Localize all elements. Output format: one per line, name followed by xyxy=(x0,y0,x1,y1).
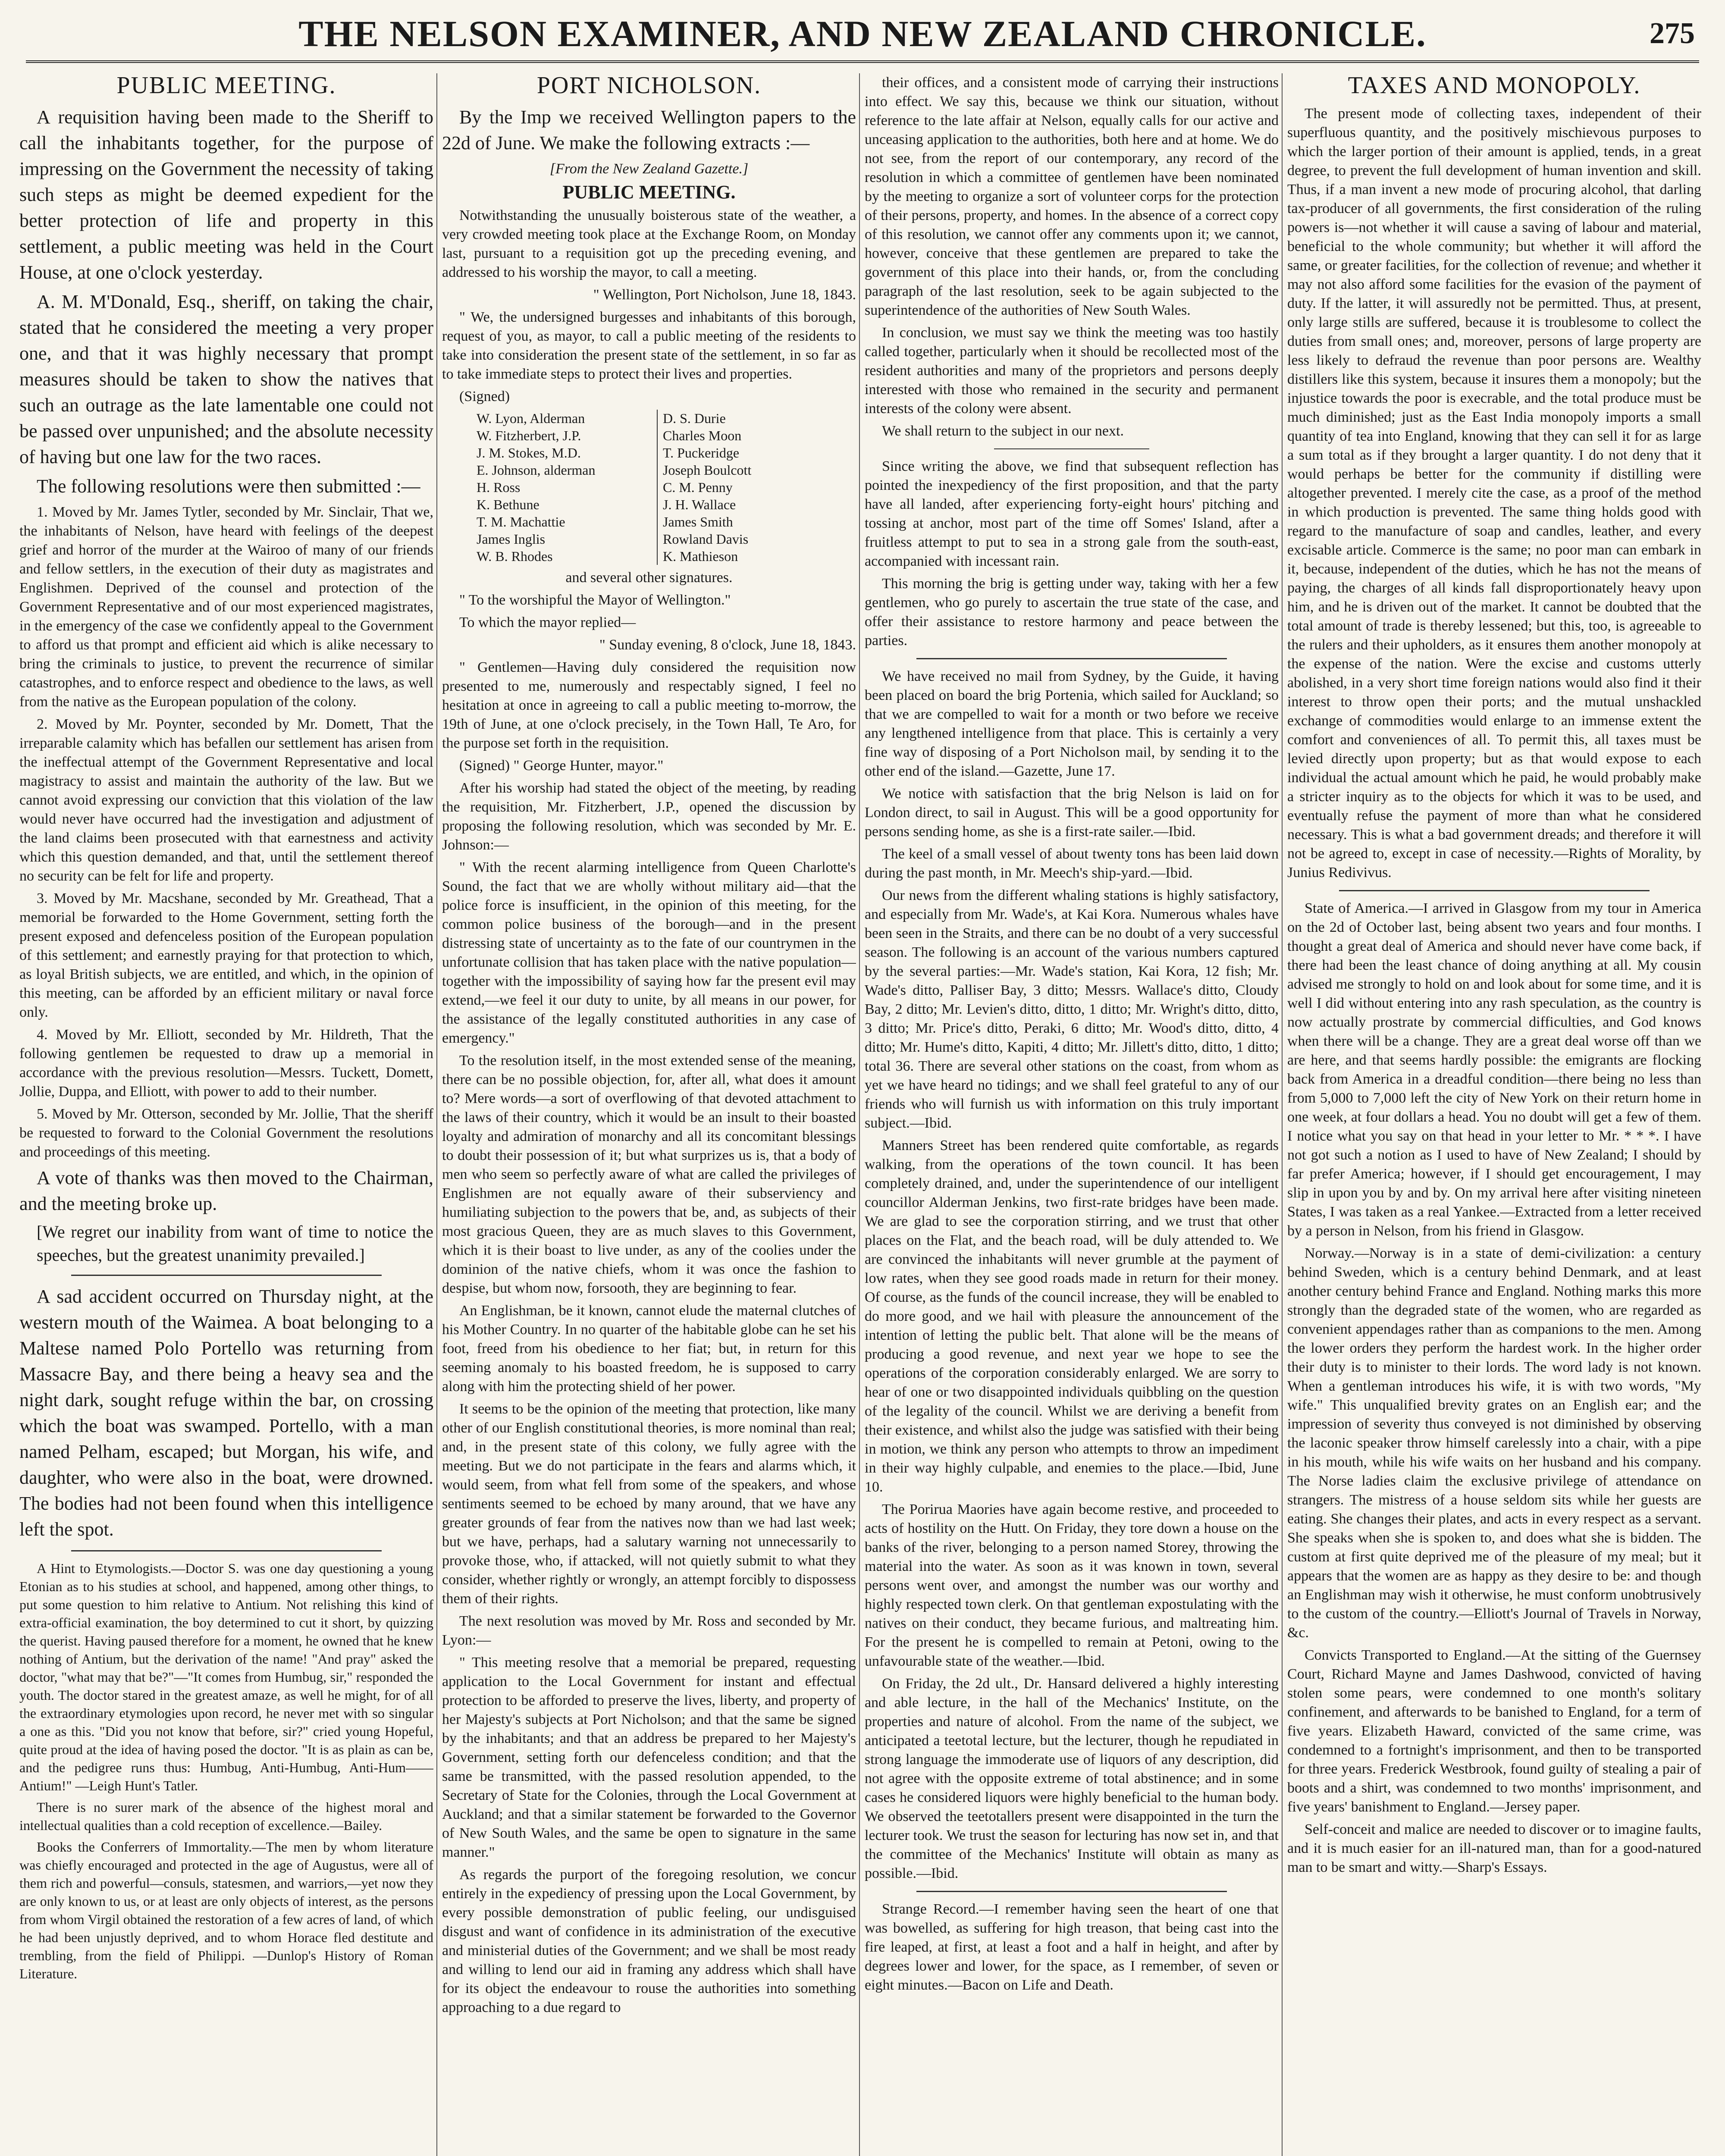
signers-left xyxy=(477,410,658,565)
signer-name: Rowland Davis xyxy=(663,531,749,547)
paragraph: A vote of thanks was then moved to the Chairman, and the meeting broke up. xyxy=(19,1167,433,1214)
paragraph: Notwithstanding the unusually boisterous state of the weather, a very crowded meeting took place at the Exchange Room, on Monday last, pursuant to a requisition got up the preceding evening, and addressed to his worship the mayor, to call a meeting. xyxy=(442,207,856,280)
paragraph: In conclusion, we must say we think the meeting was too hastily called together, particularly when it should be recollected most of the resident authorities and many of the proprietors and persons deeply interested with those who remained in the security and permanent interests of the colony were absent. xyxy=(865,325,1279,417)
signer-name: J. M. Stokes, M.D. xyxy=(477,445,581,461)
article-heading-public-meeting: PUBLIC MEETING. xyxy=(116,73,336,99)
column-1 xyxy=(19,73,433,2156)
paragraph: We have received no mail from Sydney, by the Guide, it having been placed on board the brig Portenia, which sailed for Auckland; so that we are compelled to wait for a month or two before we receive any lengthened intelligence from that place. This is certainly a very fine way of disposing of a Port Nicholson mail, by sending it to the other end of the island.—Gazette, June 17. xyxy=(865,668,1279,779)
signer-name: T. M. Machattie xyxy=(477,514,565,530)
paragraph: It seems to be the opinion of the meeting that protection, like many other of our English constitutional theories, is more nominal than real; and, in the present state of this colony, we fully agree with the meeting. But we do not participate in the fears and alarms which, it would seem, from what fell from some of the speakers, and whose sentiments seemed to be echoed by many around, that we have any greater grounds of fear from the natives now than we had last week; but we have, perhaps, had a salutary warning not unnecessarily to provoke those, who, if attacked, will not quietly submit to what they consider, whether rightly or wrongly, an attempt forcibly to dispossess them of their rights. xyxy=(442,1401,856,1607)
article-self-conceit: Self-conceit and malice are needed to discover or to imagine faults, and it is much easier for an ill-natured man, than for a good-natured man to be smart and witty.—Sharp's Essays. xyxy=(1287,1821,1701,1875)
signer-name: C. M. Penny xyxy=(663,479,733,495)
article-intro xyxy=(19,104,433,499)
divider xyxy=(71,1275,382,1276)
signer-name: W. Fitzherbert, J.P. xyxy=(477,428,581,443)
column-rule xyxy=(1282,73,1283,2156)
paragraph: Our news from the different whaling stations is highly satisfactory, and especially from Mr. Wade's, at Kai Kora. Numerous whales have been seen in the Straits, and there can be no doubt of a very successful season. The following is an account of the various numbers captured by the several parties:—Mr. Wade's station, Kai Kora, 12 fish; Mr. Wade's ditto, Palliser Bay, 3 ditto; Messrs. Wallace's ditto, Cloudy Bay, 2 ditto; Mr. Levien's ditto, ditto, 1 ditto; Mr. Wright's ditto, ditto, 3 ditto; Mr. Price's ditto, Peraki, 6 ditto; Mr. Wood's ditto, ditto, 4 ditto; Mr. Hume's ditto, Kapiti, 4 ditto; Mr. Jillett's ditto, ditto, 1 ditto; total 36. There are several other stations on the coast, from whom as yet we have heard no tidings; and we shall feel grateful to any of our friends who will furnish us with information on this truly important subject.—Ibid. xyxy=(865,887,1279,1131)
page-number: 275 xyxy=(1650,17,1695,50)
article-heading-port-nicholson: PORT NICHOLSON. xyxy=(536,73,762,99)
signers-table xyxy=(477,410,839,565)
paragraph: The next resolution was moved by Mr. Ross and seconded by Mr. Lyon:— xyxy=(442,1613,856,1648)
paragraph: The following resolutions were then submitted :— xyxy=(37,476,420,497)
resolution-2: 2. Moved by Mr. Poynter, seconded by Mr. Domett, That the irreparable calamity which has befallen our settlement has arisen from the ineffectual attempt of the Government Representative and local magistracy to assist and maintain the authority of the law. But we cannot avoid expressing our conviction that this violation of the law would never have occurred had the investigation and adjustment of the land claims been prosecuted with that earnestness and activity which this question demanded, and that, until the settlement thereof no security can be felt for life and property. xyxy=(19,716,433,884)
source-line: [From the New Zealand Gazette.] xyxy=(549,161,749,177)
editor-note: [We regret our inability from want of time to notice the speeches, but the greatest unanimity prevailed.] xyxy=(37,1222,433,1265)
column-3 xyxy=(865,73,1279,2156)
paragraph: A requisition having been made to the Sheriff to call the inhabitants together, for the purpose of impressing on the Government the necessity of taking such steps as might be deemed expedient for the better protection of life and property in this settlement, a public meeting was held in the Court House, at one o'clock yesterday. xyxy=(19,107,433,283)
resolution-5: 5. Moved by Mr. Otterson, seconded by Mr. Jollie, That the sheriff be requested to forward to the Colonial Government the resolutions and proceedings of this meeting. xyxy=(19,1106,433,1160)
dateline: " Wellington, Port Nicholson, June 18, 1843. xyxy=(593,287,856,303)
paragraph: " This meeting resolve that a memorial be prepared, requesting application to the Local Government for instant and effectual protection to be afforded to preserve the lives, liberty, and property of her Majesty's subjects at Port Nicholson; and that the same be signed by the inhabitants; and that an address be prepared to her Majesty's Government, setting forth our defenceless condition; and that the same be transmitted, with the passed resolution appended, to the Secretary of State for the Colonies, through the Local Government at Auckland; and that a similar statement be forwarded to the Governor of New South Wales, and the same be open to signature in the same manner." xyxy=(442,1655,856,1860)
paragraph: The Porirua Maories have again become restive, and proceeded to acts of hostility on the Hutt. On Friday, they tore down a house on the banks of the river, belonging to a person named Storey, throwing the material into the water. As soon as it was known in town, several persons went over, and amongst the number was our worthy and highly respected town clerk. On that gentleman expostulating with the natives on their conduct, they became furious, and maltreating him. For the present he is compelled to remain at Petoni, owing to the unfavourable state of the weather.—Ibid. xyxy=(865,1501,1279,1669)
paragraph: As regards the purport of the foregoing resolution, we concur entirely in the expediency of pressing upon the Local Government, by every possible demonstration of public feeling, our undisguised disgust and want of confidence in its administration of the executive and ministerial duties of the Government; and we shall be most ready and willing to lend our aid in framing any address which shall have for its object the endeavour to rouse the authorities into something approaching to a due regard to xyxy=(442,1867,856,2015)
signer-name: H. Ross xyxy=(477,479,521,495)
paragraph: To the resolution itself, in the most extended sense of the meaning, there can be no possible objection, for, after all, what does it amount to? Mere words—a sort of overflowing of that devoted attachment to the laws of their country, which it would be an insult to their boasted loyalty and admiration of monarchy and all its concomitant blessings to doubt their possession of it; but what surprizes us is, that a body of men who seem so perfectly aware of what are called the privileges of Englishmen are not equally aware of their subserviency and humiliating subjection to the powers that be, and, as subjects of their most gracious Queen, they are as much slaves to this Government, which it is their boast to live under, as any of the coolies under the dominion of the native chiefs, whom it was once the fashion to despise, but whom now, forsooth, they are beginning to fear. xyxy=(442,1053,856,1296)
divider xyxy=(71,1550,382,1551)
paragraph: This morning the brig is getting under way, taking with her a few gentlemen, who go purely to ascertain the true state of the case, and offer their assistance to restore harmony and peace between the parties. xyxy=(865,576,1279,649)
resolution-3: 3. Moved by Mr. Macshane, seconded by Mr. Greathead, That a memorial be forwarded to the Home Government, setting forth the present exposed and defenceless position of the European population of this settlement; and earnestly praying for that protection to which, as loyal British subjects, we are entitled, and which, in the opinion of this meeting, can be afforded by an efficient military or naval force only. xyxy=(19,890,433,1020)
signer-name: James Smith xyxy=(663,514,733,530)
paragraph: We notice with satisfaction that the brig Nelson is laid on for London direct, to sail in August. This will be a good opportunity for persons sending home, as she is a first-rate sailer.—Ibid. xyxy=(865,786,1279,840)
newspaper-title: THE NELSON EXAMINER, AND NEW ZEALAND CHRONICLE. xyxy=(298,13,1427,54)
signed-mayor: (Signed) " George Hunter, mayor." xyxy=(459,758,664,774)
signer-name: W. Lyon, Alderman xyxy=(477,411,585,426)
paragraph: We shall return to the subject in our next. xyxy=(882,423,1124,439)
article-books: Books the Conferrers of Immortality.—The men by whom literature was chiefly encouraged and protected in the age of Augustus, were all of them rich and powerful—consuls, statesmen, and warriors,—yet now they are only known to us, or at least are only objects of interest, as the persons from whom Virgil obtained the restoration of a few acres of land, of which he had been unjustly deprived, and to whom Horace fled destitute and trembling, from the field of Philippi. —Dunlop's History of Roman Literature. xyxy=(19,1839,433,1981)
article-strange-record: Strange Record.—I remember having seen the heart of one that was bowelled, as suffering for high treason, that being cast into the fire leaped, at first, at least a foot and a half in height, and after by degrees lower and lower, for the space, as I remember, of seven or eight minutes.—Bacon on Life and Death. xyxy=(865,1901,1279,1993)
other-signatures: and several other signatures. xyxy=(565,570,733,586)
paragraph: To which the mayor replied— xyxy=(459,614,636,630)
article-quote: There is no surer mark of the absence of the highest moral and intellectual qualities than a cold reception of excellence.—Bailey. xyxy=(19,1799,433,1833)
paragraph: their offices, and a consistent mode of carrying their instructions into effect. We say this, because we think our situation, without reference to the late affair at Nelson, equally calls for our active and unceasing application to the authorities, both here and at home. We do not see, from the report of our contemporary, any record of the resolution in which a committee of gentlemen have been nominated by the meeting to organize a sort of volunteer corps for the protection of their persons, property, and homes. In the absence of a correct copy of this resolution, we cannot offer any comments upon it; we cannot, however, conceive that these gentlemen are prepared to take the government of this place into their hands, or, from the concluding paragraph of the last resolution, seek to be again subjected to the superintendence of the authorities of New South Wales. xyxy=(865,75,1279,318)
paragraph: An Englishman, be it known, cannot elude the maternal clutches of his Mother Country. In no quarter of the habitable globe can he set his foot, freed from his obedience to her fiat; but, in return for this seeming anomaly to his boasted freedom, he is supposed to carry along with him the protecting shield of her power. xyxy=(442,1303,856,1395)
column-rule xyxy=(436,73,437,2156)
article-norway: Norway.—Norway is in a state of demi-civilization: a century behind Sweden, which is a century behind Denmark, and at least another century behind France and England. Nothing marks this more strongly than the degraded state of the women, who are regarded as convenient appendages rather than as companions to the men. Among the lower orders they perform the hardest work. In the higher order their duty is to minister to their lords. The word lady is not known. When a gentleman introduces his wife, it is with two words, "My wife." This unqualified brevity grates on an English ear; and the impression of severity thus conveyed is not diminished by observing the laconic speaker throw himself carelessly into a chair, with a pipe in his mouth, while his wife waits on her husband and his company. The Norse ladies claim the exclusive privilege of attendance on strangers. The mistress of a house seldom sits while her guests are eating. She changes their plates, and acts in every respect as a servant. She speaks when she is spoken to, and does what she is bidden. The custom at first quite deprived me of the pleasure of my meal; but it appears that the women are as happy as they desire to be: and though an Englishman may wish it otherwise, he must conform unobtrusively to the custom of the country.—Elliott's Journal of Travels in Norway, &c. xyxy=(1287,1245,1701,1641)
dateline: " Sunday evening, 8 o'clock, June 18, 1843. xyxy=(599,637,856,653)
column-4 xyxy=(1287,73,1701,2156)
paragraph: The keel of a small vessel of about twenty tons has been laid down during the past month, in Mr. Meech's ship-yard.—Ibid. xyxy=(865,846,1279,881)
signer-name: Charles Moon xyxy=(663,428,742,443)
paragraph: A. M. M'Donald, Esq., sheriff, on taking the chair, stated that he considered the meeting a very proper one, and that it was highly necessary that prompt measures should be taken to show the natives that such an outrage as the late lamentable one could not be passed over unpunished; and the absolute necessity of having but one law for the two races. xyxy=(19,291,433,467)
subheading-public-meeting: PUBLIC MEETING. xyxy=(562,182,736,203)
paragraph: On Friday, the 2d ult., Dr. Hansard delivered a highly interesting and able lecture, in the hall of the Mechanics' Institute, on the properties and nature of alcohol. From the name of the subject, we anticipated a teetotal lecture, but the lecturer, though he repudiated in strong language the immoderate use of liquors of any description, did not agree with the opposite extreme of total abstinence; and in some cases he considered liquors were highly beneficial to the human body. We observed the teetotallers present were disappointed in the turn the lecturer took. We trust the season for lecturing has now set in, and that the committee of the Mechanics' Institute will obtain as many as possible.—Ibid. xyxy=(865,1676,1279,1881)
masthead xyxy=(26,9,1699,63)
paragraph: " With the recent alarming intelligence from Queen Charlotte's Sound, the fact that we are wholly without military aid—that the police force is insufficient, in the opinion of this meeting, for the common police business of the borough—and in the present distressing state of uncertainty as to the fate of our countrymen in the unfortunate collision that has taken place with the native population—together with the impossibility of saying how far the present evil may extend,—we feel it our duty to unite, by all means in our power, for the assistance of the legally constituted authorities in any case of emergency." xyxy=(442,859,856,1046)
signed-label: (Signed) xyxy=(459,389,510,404)
article-heading-taxes: TAXES AND MONOPOLY. xyxy=(1348,73,1641,99)
signer-name: J. H. Wallace xyxy=(663,497,736,512)
column-rule xyxy=(859,73,860,2156)
signer-name: E. Johnson, alderman xyxy=(477,462,596,478)
signer-name: Joseph Boulcott xyxy=(663,462,752,478)
article-america: State of America.—I arrived in Glasgow from my tour in America on the 2d of October last, being absent two years and four months. I thought a great deal of America and should never have come back, if there had been the least chance of doing anything at all. My cousin advised me strongly to hold on and look about for some time, and it is well I did without entering into any rash speculation, as the country is now actually prostrate by commercial difficulties, and God knows when there will be a change. They are a great deal worse off than we are here, and that seems hardly possible: the emigrants are flocking back from America in a dreadful condition—there being no less than from 5,000 to 7,000 left the city of New York on their return home in one week, at four dollars a head. You no doubt will get a few of them. I notice what you say on that head in your letter to Mr. * * *. I have not got such a notion as I used to have of New Zealand; I should by far prefer America; however, if I should get encouragement, I may slip in upon you by and by. On my arrival here after visiting nineteen States, I was taken as a real Yankee.—Extracted from a letter received by a person in Nelson, from his friend in Glasgow. xyxy=(1287,900,1701,1239)
column-2 xyxy=(442,73,856,2156)
paragraph: " Gentlemen—Having duly considered the requisition now presented to me, numerously and respectably signed, I feel no hesitation at once in agreeing to call a public meeting to-morrow, the 19th of June, at one o'clock precisely, in the Town Hall, Te Aro, for the purpose set forth in the requisition. xyxy=(442,659,856,751)
paragraph: By the Imp we received Wellington papers to the 22d of June. We make the following extracts :— xyxy=(442,107,856,154)
resolution-1: 1. Moved by Mr. James Tytler, seconded by Mr. Sinclair, That we, the inhabitants of Nelson, have heard with feelings of the deepest grief and horror of the murder at the Wairoo of many of our friends and fellow settlers, in the execution of their duty as magistrates and Englishmen. Deprived of the counsel and protection of the Government Representative and of our most experienced magistrates, in the emergency of the case we confidently appeal to the Government to afford us that prompt and efficient aid which is alike necessary to bring the criminals to justice, to prevent the recurrence of similar catastrophes, and to enforce respect and obedience to the laws, as well from the native as the European population of the colony. xyxy=(19,504,433,710)
signer-name: W. B. Rhodes xyxy=(477,548,553,564)
signer-name: James Inglis xyxy=(477,531,546,547)
paragraph: The present mode of collecting taxes, independent of their superfluous quantity, and the positively mischievous purposes to which the larger portion of their amount is applied, tends, in a great degree, to prevent the full development of human invention and skill. Thus, if a man invent a new mode of procuring alcohol, that darling tax-producer of all governments, the first consideration of the ruling powers is—not whether it will cause a saving of labour and material, beneficial to the whole community; but whether it will afford the same, or greater facilities, for the collection of revenue; and whether it may not also afford some facilities for the evasion of the payment of duty. If the latter, it will assuredly not be permitted. Thus, at present, only large stills are suffered, because it is troublesome to collect the duties from small ones; and, moreover, persons of large property are less likely to defraud the revenue than poor persons are. Wealthy distillers like this system, because it insures them a monopoly; but the injustice towards the poor is execrable, and the total produce must be much diminished; just as the East India monopoly imports a small quantity of tea into England, knowing that they can sell it for as large a sum total as if they brought a larger quantity. I do not deny that it would perhaps be better for the community if distilling were altogether prevented. I merely cite the case, as a proof of the method in which production is prevented. The same thing holds good with regard to the manufacture of soap and candles, leather, and every excisable article. Commerce is the same; no poor man can embark in it, because, independent of the duties, which he has not the means of paying, the charges of all kinds fall disproportionately heavy upon him, and he is driven out of the market. It cannot be doubted that the total amount of trade is thereby lessened; but this, too, is agreeable to the rulers and their upholders, as it ensures them another monopoly at the expense of the nation. Were the excise and customs utterly abolished, in a very short time foreign nations would also find it their interest to throw open their ports; and the mutual unshackled exchange of commodities would enlarge to an immense extent the comfort and conveniences of all. To permit this, all taxes must be levied directly upon property; but as that would expose to each individual the actual amount which he paid, he would probably make a stricter inquiry as to the objects for which it was to be used, and eventually refuse the payment of more than what he considered necessary. This is what a bad government dreads; and therefore it will not be agreed to, except in case of necessity.—Rights of Morality, by Junius Redivivus. xyxy=(1287,106,1701,881)
paragraph: Manners Street has been rendered quite comfortable, as regards walking, from the operations of the town council. It has been completely drained, and, under the superintendence of our intelligent councillor Alderman Jenkins, two first-rate bridges have been made. We are glad to see the corporation stirring, and we trust that other places on the Flat, and the beach road, will be duly attended to. We are convinced the inhabitants will never grumble at the payment of low rates, when they see good roads made in return for their money. Of course, as the funds of the council increase, they will be enabled to do more good, and we hail with pleasure the announcement of the intention of letting the public belt. That alone will be the means of producing a good revenue, and next year we hope to see the operations of the corporation considerably enlarged. We are sorry to hear of one or two disappointed individuals quibbling on the question of the legality of the council. Whilst we are deriving a benefit from their existence, and whilst also the judge was satisfied with their being in motion, we think any person who attempts to throw an impediment in their way highly culpable, and enemies to the place.—Ibid, June 10. xyxy=(865,1138,1279,1495)
signer-name: K. Mathieson xyxy=(663,548,738,564)
address-line: " To the worshipful the Mayor of Wellington." xyxy=(459,592,731,608)
signer-name: K. Bethune xyxy=(477,497,539,512)
article-convicts: Convicts Transported to England.—At the sitting of the Guernsey Court, Richard Mayne and James Dashwood, convicted of having stolen some pears, were condemned to one month's solitary confinement, and afterwards to be banished to England, for a term of five years. Elizabeth Haward, convicted of the same crime, was condemned to a fortnight's imprisonment, and then to be transported for three years. Frederick Westbrook, found guilty of stealing a pair of boots and a shirt, was condemned to two months' imprisonment, and five years' banishment to England.—Jersey paper. xyxy=(1287,1647,1701,1815)
divider xyxy=(994,448,1149,449)
signer-name: D. S. Durie xyxy=(663,411,726,426)
article-accident: A sad accident occurred on Thursday night, at the western mouth of the Waimea. A boat belonging to a Maltese named Polo Portello was returning from Massacre Bay, and there being a heavy sea and the night dark, sought refuge within the bar, on crossing which the boat was swamped. Portello, with a man named Pelham, escaped; but Morgan, his wife, and daughter, who were also in the boat, were drowned. The bodies had not been found when this intelligence left the spot. xyxy=(19,1286,433,1540)
paragraph: Since writing the above, we find that subsequent reflection has pointed the inexpediency of the first proposition, and that the party have all landed, after experiencing forty-eight hours' pitching and tossing at anchor, most part of the time off Somes' Island, after a fruitless attempt to put to sea in a strong gale from the south-east, accompanied with incessant rain. xyxy=(865,458,1279,569)
divider xyxy=(916,658,1227,659)
divider xyxy=(1339,890,1650,891)
paragraph: After his worship had stated the object of the meeting, by reading the requisition, Mr. Fitzherbert, J.P., opened the discussion by proposing the following resolution, which was seconded by Mr. E. Johnson:— xyxy=(442,780,856,853)
paragraph: " We, the undersigned burgesses and inhabitants of this borough, request of you, as mayor, to call a public meeting of the residents to take into consideration the present state of the settlement, in so far as to take immediate steps to protect their lives and properties. xyxy=(442,309,856,382)
divider xyxy=(916,1891,1227,1892)
signer-name: T. Puckeridge xyxy=(663,445,740,461)
article-etymology: A Hint to Etymologists.—Doctor S. was one day questioning a young Etonian as to his studies at school, and happened, among other things, to put some question to him relative to Antium. Not relishing this kind of extra-official examination, the boy determined to cut it short, by quizzing the querist. Having paused therefore for a moment, he owned that he knew nothing of Antium, but the derivation of the name! "And pray" asked the doctor, "what may that be?"—"It comes from Humbug, sir," responded the youth. The doctor stared in the greatest amaze, as well he might, for of all the extraordinary etymologies upon record, he never met with so singular a one as this. "Did you not know that before, sir?" cried young Hopeful, quite proud at the idea of having posed the doctor. "It is as plain as can be, and the pedigree runs thus: Humbug, Anti-Humbug, Anti-Hum——Antium!" —Leigh Hunt's Tatler. xyxy=(19,1561,433,1793)
signers-right xyxy=(658,410,839,565)
resolution-4: 4. Moved by Mr. Elliott, seconded by Mr. Hildreth, That the following gentlemen be requested to draw up a memorial in accordance with the previous resolution—Messrs. Tuckett, Domett, Jollie, Duppa, and Elliott, with power to add to their number. xyxy=(19,1027,433,1100)
